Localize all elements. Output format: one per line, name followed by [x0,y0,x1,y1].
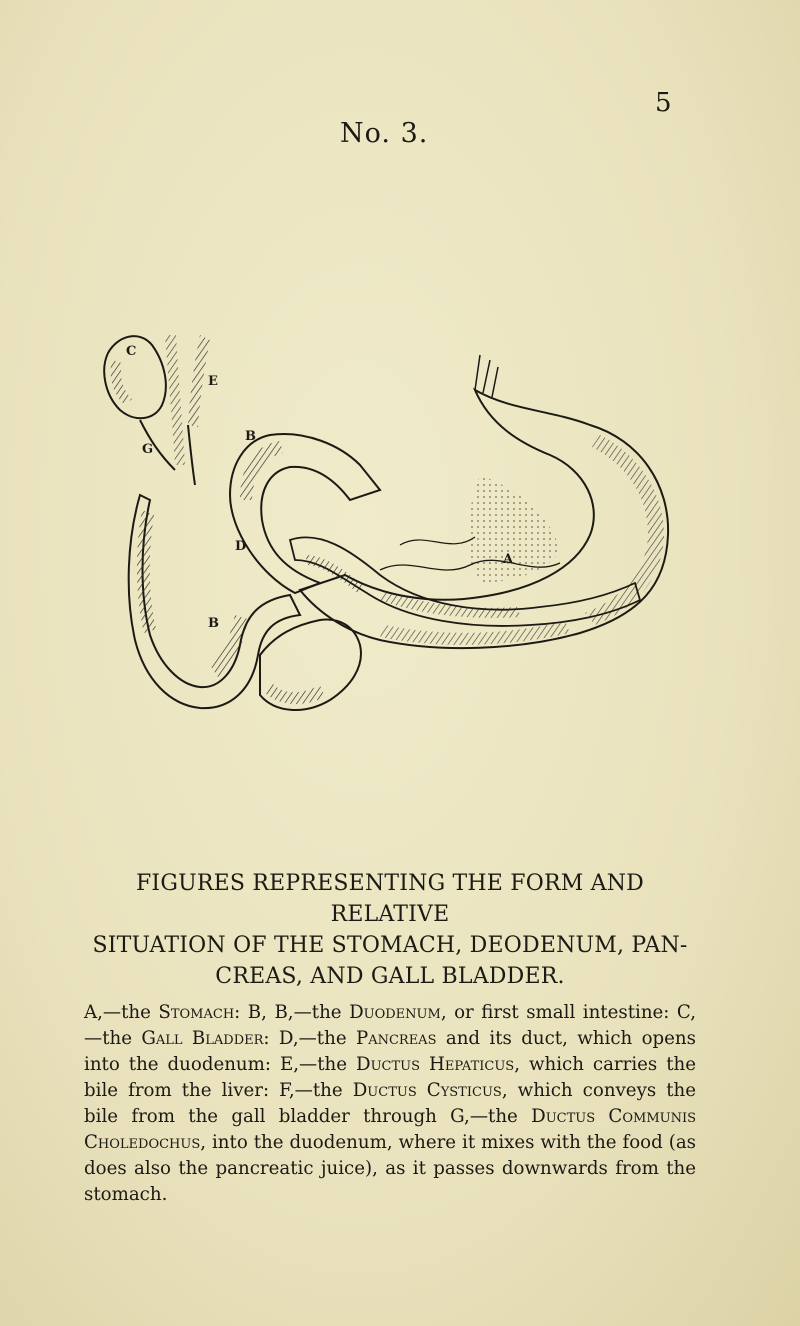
label-d: D [235,539,247,554]
legend-g-suffix: , into the duodenum, where it mixes with the food (as does also the pancreatic juice), as it passes downwards from the stomach. [84,1132,696,1205]
term-duodenum: Duodenum [349,1002,441,1023]
term-pancreas: Pancreas [355,1028,437,1049]
term-stomach: Stomach [158,1002,235,1023]
legend-b-suffix: , or first small intestine: C,—the [84,1002,696,1049]
label-c: C [126,344,137,359]
label-g: G [142,442,154,457]
term-ductus-hepaticus: Ductus Hepaticus [356,1054,515,1075]
legend-b-prefix: : B, B,—the [234,1002,350,1023]
label-a: A [503,552,514,567]
caption-title-line-2: SITUATION OF THE STOMACH, DEODENUM, PAN- [92,933,688,958]
legend-e-suffix: , which carries the bile from the liver: F,—the [84,1054,696,1101]
gall-bladder-shape [104,335,210,485]
legend-d-suffix: and its duct, which opens into the duodenum: E,—the [84,1028,696,1075]
anatomical-figure [80,315,680,775]
caption-title-line-1: FIGURES REPRESENTING THE FORM AND RELATIVE [135,871,645,927]
label-e: E [208,374,218,389]
legend-d-prefix: : D,—the [263,1028,356,1049]
legend-a-prefix: A,—the [84,1002,159,1023]
label-b-upper: B [245,429,256,444]
label-b-lower: B [208,616,219,631]
legend-f-suffix: , which conveys the bile from the gall bladder through G,—the [84,1080,697,1127]
caption-title-line-3: CREAS, AND GALL BLADDER. [215,964,565,989]
legend-paragraph [84,1000,696,1208]
caption-title [84,868,696,992]
term-gall-bladder: Gall Bladder [141,1028,264,1049]
plate-number: No. 3. [340,118,429,149]
term-ductus-communis: Ductus Communis Choledochus [84,1106,696,1153]
stomach-shape [300,355,668,648]
page-number: 5 [655,88,672,118]
term-ductus-cysticus: Ductus Cysticus [352,1080,502,1101]
